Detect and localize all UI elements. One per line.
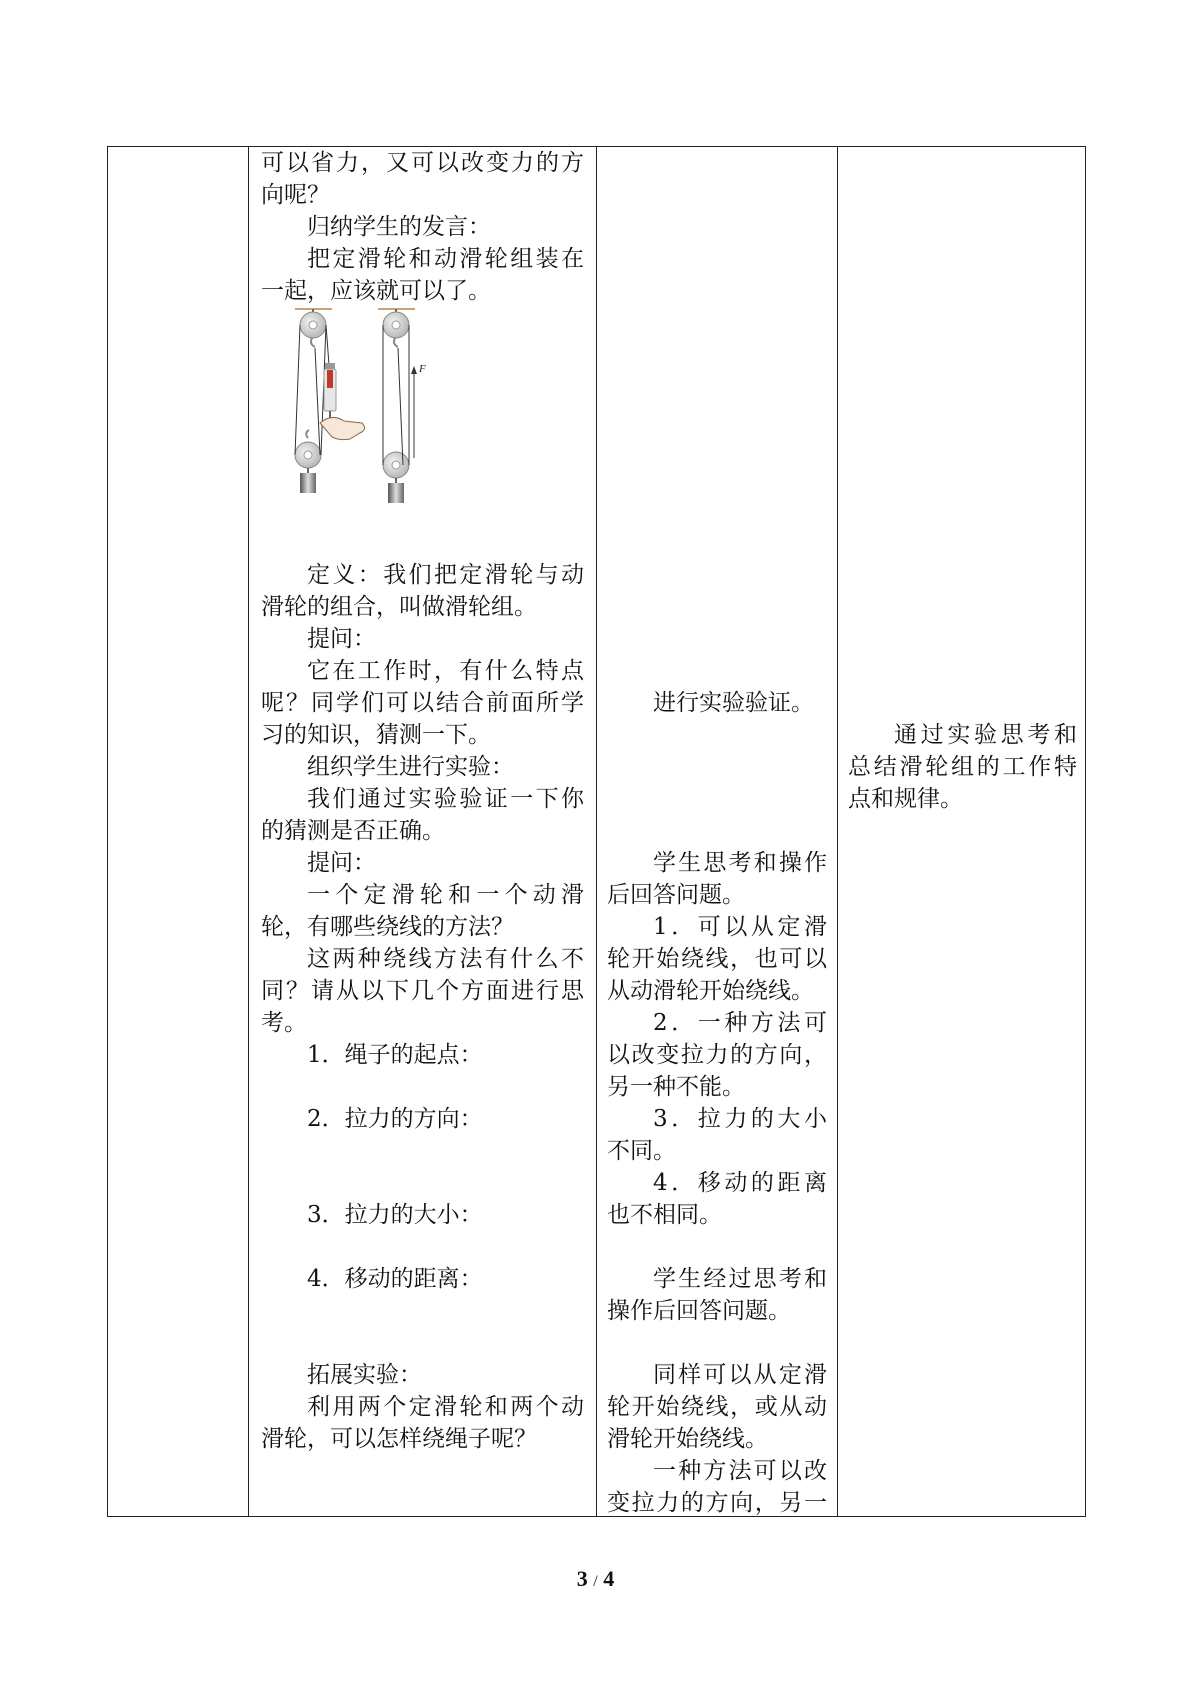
text-line: 呢？同学们可以结合前面所学 <box>261 690 584 716</box>
pulley-system-illustration <box>290 308 450 534</box>
text-line: 轮开始绕线，或从动 <box>607 1394 827 1420</box>
text-line: 滑轮开始绕线。 <box>607 1426 768 1452</box>
text-line: 学生思考和操作 <box>653 850 827 876</box>
text-line: 考。 <box>261 1010 307 1036</box>
text-line: 不同。 <box>607 1138 676 1164</box>
lesson-table <box>107 146 1086 1517</box>
text-line: 同样可以从定滑 <box>653 1362 827 1388</box>
text-line: 滑轮的组合，叫做滑轮组。 <box>261 594 537 620</box>
text-line: 总结滑轮组的工作特 <box>848 754 1077 780</box>
text-line: 变拉力的方向，另一 <box>607 1490 827 1516</box>
text-line: 进行实验验证。 <box>653 690 814 716</box>
text-line: 4．移动的距离： <box>307 1266 483 1292</box>
text-line: 通过实验思考和 <box>894 722 1077 748</box>
text-line: 从动滑轮开始绕线。 <box>607 978 814 1004</box>
right-pulley-setup <box>378 309 417 503</box>
text-line: 4．移动的距离 <box>653 1170 827 1196</box>
current-page: 3 <box>576 1566 588 1591</box>
text-line: 习的知识，猜测一下。 <box>261 722 491 748</box>
text-line: 2．拉力的方向： <box>307 1106 483 1132</box>
text-line: 一种方法可以改 <box>653 1458 827 1484</box>
page-separator: / <box>593 1573 598 1590</box>
student-activity-cell <box>596 147 837 1516</box>
text-line: 滑轮，可以怎样绕绳子呢？ <box>261 1426 537 1452</box>
text-line: 后回答问题。 <box>607 882 745 908</box>
text-line: 一个定滑轮和一个动滑 <box>307 882 584 908</box>
text-line: 提问： <box>307 850 376 876</box>
text-line: 也不相同。 <box>607 1202 722 1228</box>
text-line: 拓展实验： <box>307 1362 422 1388</box>
text-line: 以改变拉力的方向， <box>607 1042 827 1068</box>
text-line: 点和规律。 <box>848 786 963 812</box>
text-line: 轮开始绕线，也可以 <box>607 946 827 972</box>
text-line: 轮，有哪些绕线的方法？ <box>261 914 514 940</box>
text-line: 一起，应该就可以了。 <box>261 278 491 304</box>
text-line: 3．拉力的大小： <box>307 1202 483 1228</box>
text-line: 提问： <box>307 626 376 652</box>
text-line: 另一种不能。 <box>607 1074 745 1100</box>
text-line: 向呢？ <box>261 182 330 208</box>
text-line: 这两种绕线方法有什么不 <box>307 946 584 972</box>
text-line: 学生经过思考和 <box>653 1266 827 1292</box>
text-line: 它在工作时，有什么特点 <box>307 658 584 684</box>
text-line: 的猜测是否正确。 <box>261 818 445 844</box>
page-number <box>0 1566 1191 1592</box>
text-line: 1．可以从定滑 <box>653 914 827 940</box>
text-line: 操作后回答问题。 <box>607 1298 791 1324</box>
text-line: 我们通过实验验证一下你 <box>307 786 584 812</box>
text-line: 利用两个定滑轮和两个动 <box>307 1394 584 1420</box>
total-pages: 4 <box>603 1566 615 1591</box>
text-line: 可以省力，又可以改变力的方 <box>261 150 584 176</box>
text-line: 1．绳子的起点： <box>307 1042 483 1068</box>
text-line: 同？请从以下几个方面进行思 <box>261 978 584 1004</box>
text-line: 归纳学生的发言： <box>307 214 491 240</box>
design-intent-cell <box>837 147 1087 1516</box>
left-pulley-setup <box>295 309 365 493</box>
text-line: 把定滑轮和动滑轮组装在 <box>307 246 584 272</box>
text-line: 组织学生进行实验： <box>307 754 514 780</box>
text-line: 2．一种方法可 <box>653 1010 827 1036</box>
text-line: 定义：我们把定滑轮与动 <box>307 562 584 588</box>
text-line: 3．拉力的大小 <box>653 1106 827 1132</box>
force-label: F <box>419 363 426 375</box>
